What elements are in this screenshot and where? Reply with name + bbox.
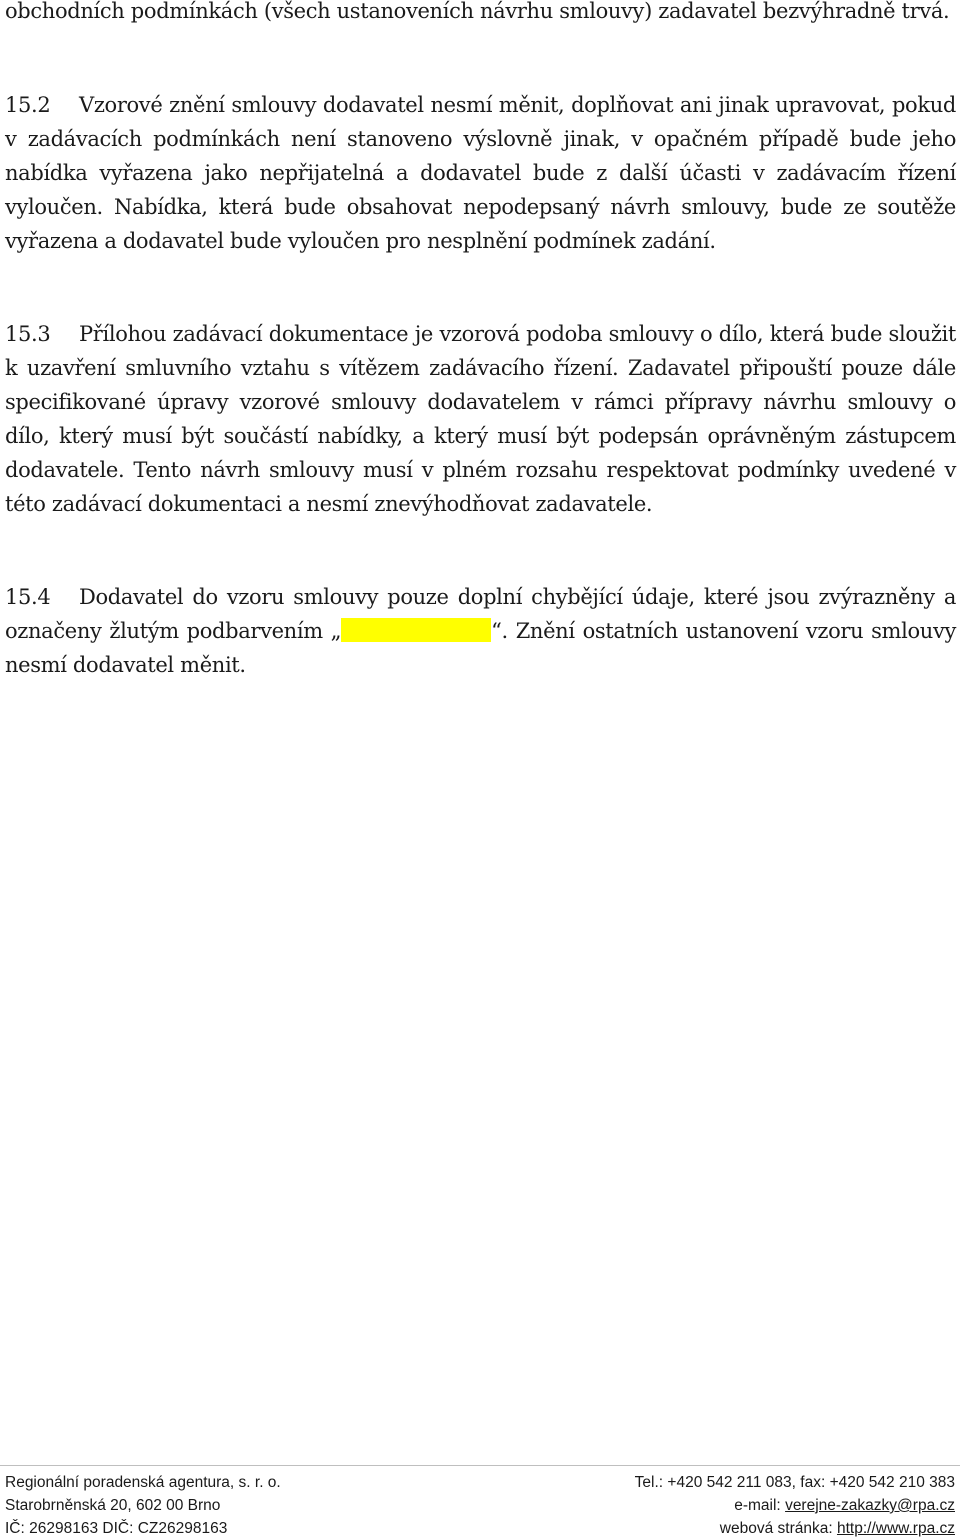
section-text: Přílohou zadávací dokumentace je vzorová podoba smlouvy o dílo, která bude sloužit k uzavření smluvního vztahu s vítězem zadávacího řízení. Zadavatel připouští pouze dále specifikované úpravy vzorové smlouvy dodavatelem v rámci přípravy návrhu smlouvy o dílo, který musí být součástí nabídky, a který musí být podepsán oprávněným zástupcem dodavatele. Tento návrh smlouvy musí v plném rozsahu respektovat podmínky uvedené v této zadávací dokumentaci a nesmí znevýhodňovat zadavatele.	[5, 322, 956, 516]
footer-web-line	[635, 1517, 955, 1540]
section-15-2	[5, 88, 956, 258]
paragraph-continued	[5, 0, 956, 28]
document-page	[5, 0, 956, 1539]
footer-company-name: Regionální poradenská agentura, s. r. o.	[5, 1474, 281, 1491]
yellow-highlight-sample	[341, 618, 491, 642]
footer-company-block	[5, 1471, 281, 1540]
footer-web-label: webová stránka:	[719, 1520, 837, 1537]
section-15-3	[5, 317, 956, 521]
section-text-before: Dodavatel do vzoru smlouvy pouze doplní chybějící údaje, které jsou zvýrazněny a označeny žlutým podbarvením „	[5, 585, 956, 643]
footer-web-link[interactable]: http://www.rpa.cz	[836, 1520, 955, 1537]
page-footer	[0, 1465, 960, 1539]
section-number: 15.3	[5, 322, 51, 346]
footer-ids: IČ: 26298163 DIČ: CZ26298163	[5, 1520, 228, 1537]
section-text-after: “. Znění ostatních ustanovení vzoru smlouvy nesmí dodavatel měnit.	[5, 619, 956, 677]
section-number: 15.2	[5, 93, 51, 117]
footer-address: Starobrněnská 20, 602 00 Brno	[5, 1497, 221, 1514]
footer-email-line	[635, 1494, 955, 1517]
section-15-4	[5, 580, 956, 682]
footer-email-label: e-mail:	[734, 1497, 786, 1514]
footer-email-link[interactable]: verejne-zakazky@rpa.cz	[785, 1497, 955, 1514]
footer-divider	[0, 1465, 960, 1466]
footer-phone: Tel.: +420 542 211 083, fax: +420 542 210 383	[634, 1474, 955, 1491]
section-text: Vzorové znění smlouvy dodavatel nesmí měnit, doplňovat ani jinak upravovat, pokud v zadávacích podmínkách není stanoveno výslovně jinak, v opačném případě bude jeho nabídka vyřazena jako nepřijatelná a dodavatel bude z další účasti v zadávacím řízení vyloučen. Nabídka, která bude obsahovat nepodepsaný návrh smlouvy, bude ze soutěže vyřazena a dodavatel bude vyloučen pro nesplnění podmínek zadání.	[5, 93, 956, 253]
section-number: 15.4	[5, 585, 51, 609]
footer-contact-block	[635, 1471, 955, 1540]
paragraph-text: obchodních podmínkách (všech ustanoveních návrhu smlouvy) zadavatel bezvýhradně trvá.	[5, 0, 950, 23]
